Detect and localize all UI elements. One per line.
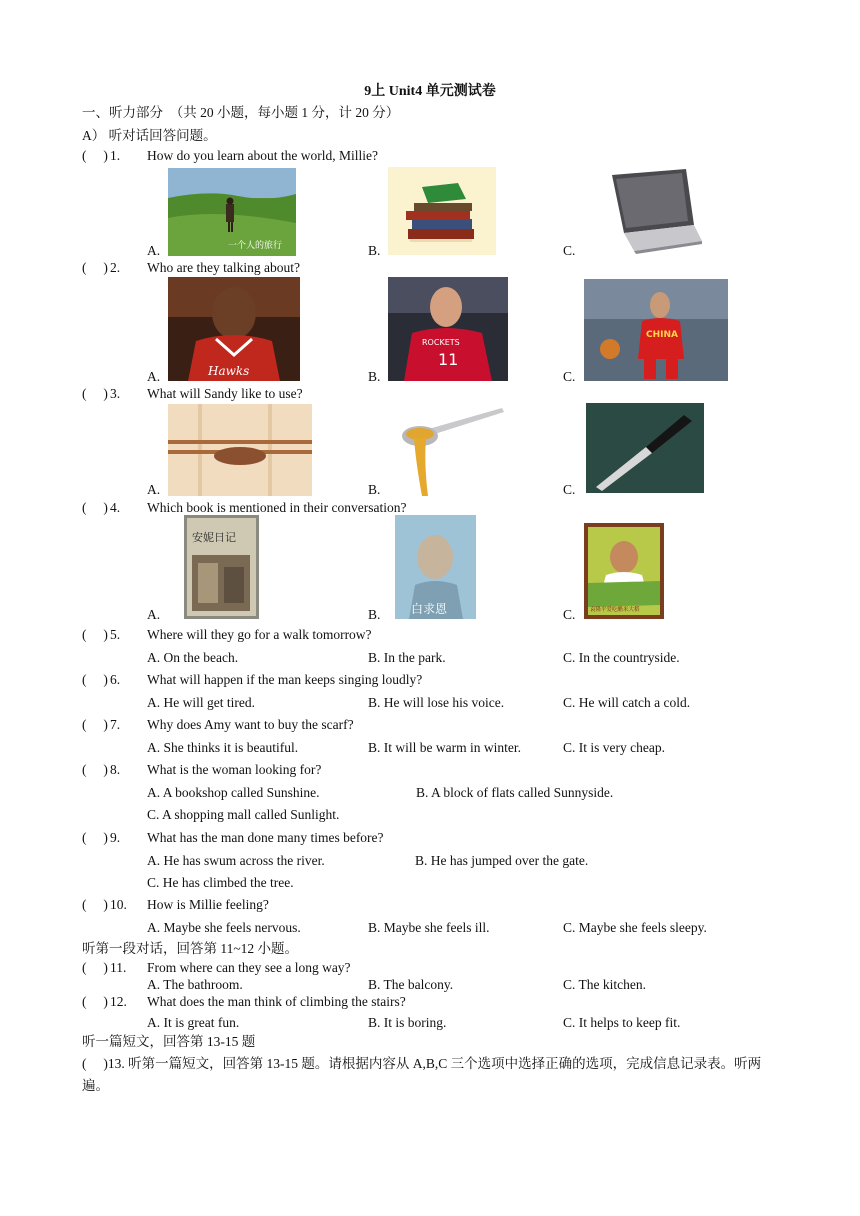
chopsticks-photo <box>168 404 312 496</box>
question-number: 8. <box>110 762 121 777</box>
part-a-heading: A） 听对话回答问题。 <box>82 128 217 143</box>
question-text: How do you learn about the world, Millie? <box>147 148 378 163</box>
question-number: 3. <box>110 386 121 401</box>
answer-blank-3[interactable]: ( ) <box>82 386 108 401</box>
question-13-instruction: ( )13. 听第一篇短文，回答第 13-15 题。请根据内容从 A,B,C 三个选项中选择正确的选项，完成信息记录表。听两遍。 <box>82 1056 762 1093</box>
laptop-photo <box>598 167 708 255</box>
option-a: A. A bookshop called Sunshine. <box>147 785 320 800</box>
hawks-caption: Hawks <box>208 364 250 378</box>
player-rockets-photo <box>388 277 508 381</box>
spoon-photo <box>398 404 508 496</box>
option-b: B. It is boring. <box>368 1015 447 1030</box>
player-china-photo <box>584 279 728 381</box>
option-c: C. It helps to keep fit. <box>563 1015 681 1030</box>
option-label-a: A. <box>147 369 161 384</box>
option-a: A. He will get tired. <box>147 695 255 710</box>
option-b: B. The balcony. <box>368 977 454 992</box>
option-label-a: A. <box>147 482 161 497</box>
question-text: What will happen if the man keeps singing loudly? <box>147 672 423 687</box>
section-heading: 一、听力部分 （共 20 小题，每小题 1 分，计 20 分） <box>82 105 400 120</box>
option-a: A. She thinks it is beautiful. <box>147 740 299 755</box>
option-b: B. It will be warm in winter. <box>368 740 521 755</box>
question-number: 10. <box>110 897 127 912</box>
option-c: C. Maybe she feels sleepy. <box>563 920 707 935</box>
option-label-c: C. <box>563 369 576 384</box>
answer-blank-10[interactable]: ( ) <box>82 897 108 912</box>
answer-blank-5[interactable]: ( ) <box>82 627 108 642</box>
yuan-longping-book-cover <box>584 523 664 619</box>
option-label-b: B. <box>368 607 381 622</box>
option-c: C. The kitchen. <box>563 977 646 992</box>
page-title: 9上 Unit4 单元测试卷 <box>364 84 496 99</box>
bethune-book-cover <box>395 515 476 619</box>
answer-blank-1[interactable]: ( ) <box>82 148 108 163</box>
travel-photo <box>168 168 296 256</box>
question-text: What has the man done many times before? <box>147 830 384 845</box>
passage-intro: 听一篇短文，回答第 13-15 题 <box>82 1034 256 1049</box>
answer-blank-4[interactable]: ( ) <box>82 500 108 515</box>
question-text: Who are they talking about? <box>147 260 300 275</box>
option-b: B. A block of flats called Sunnyside. <box>416 785 614 800</box>
question-text: Why does Amy want to buy the scarf? <box>147 717 354 732</box>
player-hawks-photo <box>168 277 300 381</box>
books-photo <box>388 167 496 255</box>
question-number: 2. <box>110 260 121 275</box>
option-label-a: A. <box>147 607 161 622</box>
question-number: 12. <box>110 994 127 1009</box>
question-number: 4. <box>110 500 121 515</box>
question-text: What is the woman looking for? <box>147 762 322 777</box>
dialogue-intro: 听第一段对话，回答第 11~12 小题。 <box>82 941 299 956</box>
option-label-c: C. <box>563 243 576 258</box>
option-c: C. He has climbed the tree. <box>147 875 294 890</box>
answer-blank-12[interactable]: ( ) <box>82 994 108 1009</box>
option-label-b: B. <box>368 243 381 258</box>
answer-blank-8[interactable]: ( ) <box>82 762 108 777</box>
option-label-c: C. <box>563 607 576 622</box>
anne-diary-book-cover <box>184 515 259 619</box>
option-b: B. In the park. <box>368 650 446 665</box>
anne-diary-title: 安妮日记 <box>192 531 236 544</box>
option-label-b: B. <box>368 482 381 497</box>
question-number: 6. <box>110 672 121 687</box>
question-text: From where can they see a long way? <box>147 960 351 975</box>
question-text: Where will they go for a walk tomorrow? <box>147 627 372 642</box>
answer-blank-9[interactable]: ( ) <box>82 830 108 845</box>
option-c: C. In the countryside. <box>563 650 680 665</box>
option-label-b: B. <box>368 369 381 384</box>
question-number: 1. <box>110 148 121 163</box>
answer-blank-2[interactable]: ( ) <box>82 260 108 275</box>
bethune-title: 白求恩 <box>411 602 448 616</box>
question-number: 5. <box>110 627 121 642</box>
question-number: 7. <box>110 717 121 732</box>
option-b: B. He has jumped over the gate. <box>415 853 589 868</box>
question-text: What does the man think of climbing the stairs? <box>147 994 406 1009</box>
answer-blank-6[interactable]: ( ) <box>82 672 108 687</box>
yuan-longping-title: 袁隆平爱吃醋米大稻 <box>590 607 640 613</box>
option-c: C. It is very cheap. <box>563 740 665 755</box>
option-a: A. The bathroom. <box>147 977 243 992</box>
option-c: C. He will catch a cold. <box>563 695 691 710</box>
option-b: B. Maybe she feels ill. <box>368 920 490 935</box>
travel-caption: 一个人的旅行 <box>228 241 283 251</box>
option-a: A. Maybe she feels nervous. <box>147 920 301 935</box>
question-text: How is Millie feeling? <box>147 897 269 912</box>
question-text: Which book is mentioned in their conversation? <box>147 500 407 515</box>
china-caption: CHINA <box>646 330 678 340</box>
option-label-c: C. <box>563 482 576 497</box>
option-a: A. It is great fun. <box>147 1015 240 1030</box>
rockets-caption: ROCKETS <box>422 338 460 347</box>
option-label-a: A. <box>147 243 161 258</box>
question-text: What will Sandy like to use? <box>147 386 303 401</box>
option-a: A. On the beach. <box>147 650 239 665</box>
answer-blank-11[interactable]: ( ) <box>82 960 108 975</box>
question-number: 9. <box>110 830 121 845</box>
option-c: C. A shopping mall called Sunlight. <box>147 807 340 822</box>
answer-blank-7[interactable]: ( ) <box>82 717 108 732</box>
option-a: A. He has swum across the river. <box>147 853 325 868</box>
question-number: 11. <box>110 960 127 975</box>
knife-photo <box>586 403 704 493</box>
option-b: B. He will lose his voice. <box>368 695 505 710</box>
svg-text:11: 11 <box>438 350 459 369</box>
